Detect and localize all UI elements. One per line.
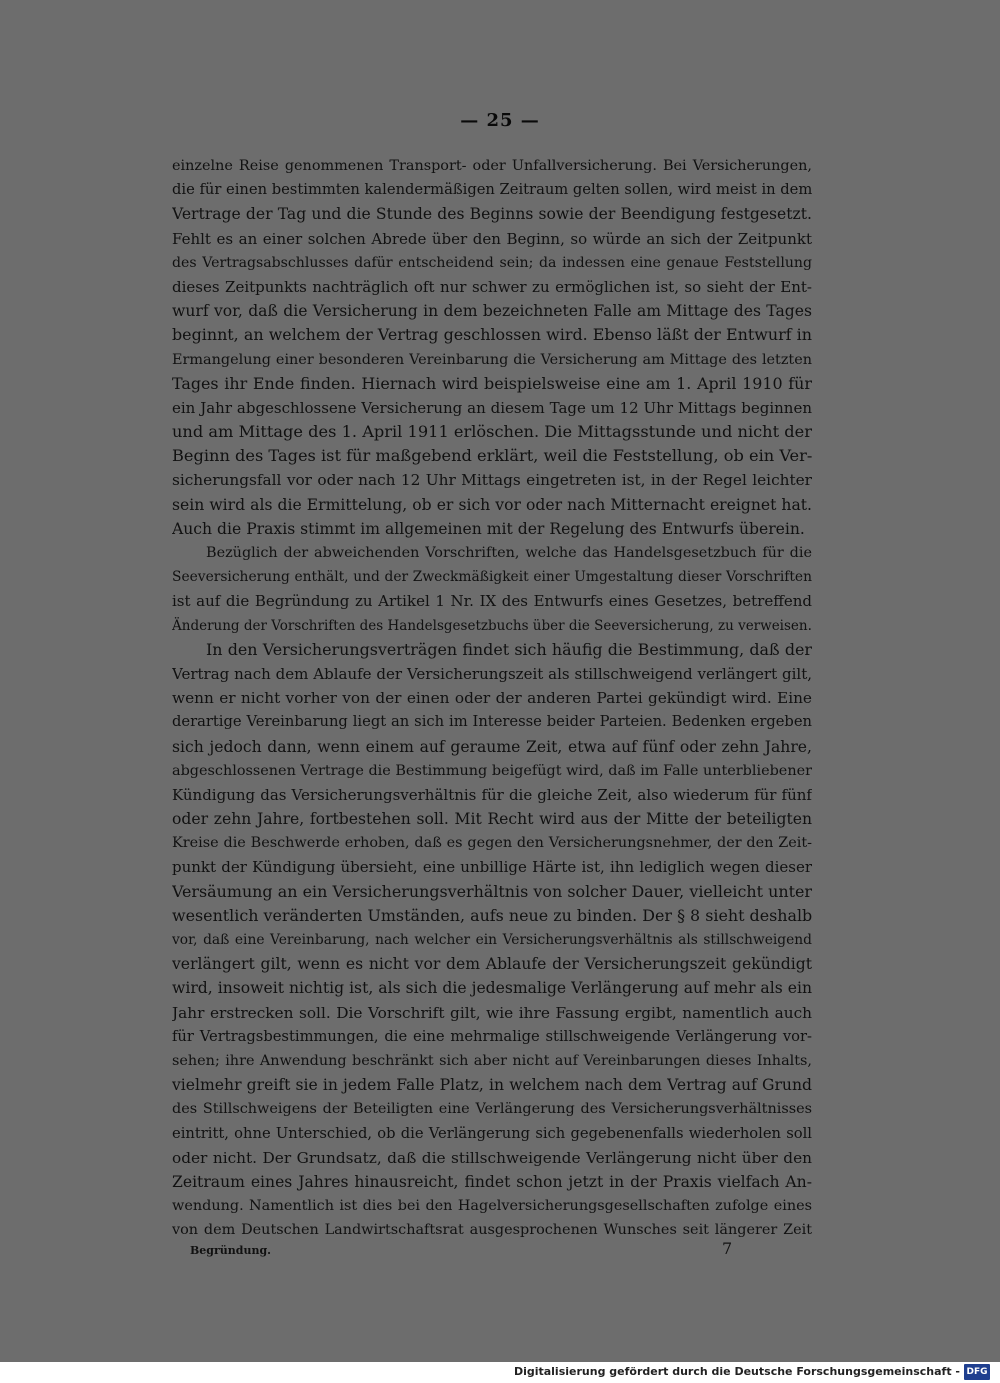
text-line: wesentlich veränderten Umständen, aufs neue zu binden. Der § 8 sieht deshalb [172, 905, 812, 925]
text-line: Seeversicherung enthält, und der Zweckmäßigkeit einer Umgestaltung dieser Vorschriften [172, 569, 812, 586]
text-line: Bezüglich der abweichenden Vorschriften, welche das Handelsgesetzbuch für die [206, 545, 812, 561]
text-line: oder nicht. Der Grundsatz, daß die stillschweigende Verlängerung nicht über den [172, 1148, 812, 1167]
text-line: Beginn des Tages ist für maßgebend erklärt, weil die Feststellung, ob ein Ver- [172, 446, 812, 466]
text-line: vor, daß eine Vereinbarung, nach welcher ein Versicherungsverhältnis als stillschweigend [172, 932, 812, 948]
footer-sheet-number: 7 [722, 1239, 733, 1258]
body-text [172, 154, 812, 1242]
text-line: Ermangelung einer besonderen Vereinbarung die Versicherung am Mittage des letzten [172, 351, 812, 368]
text-line: Zeitraum eines Jahres hinausreicht, findet schon jetzt in der Praxis vielfach An- [172, 1172, 812, 1191]
dfg-logo-icon: DFG [964, 1364, 990, 1380]
text-line: sehen; ihre Anwendung beschränkt sich aber nicht auf Vereinbarungen dieses Inhalts, [172, 1052, 812, 1069]
text-line: derartige Vereinbarung liegt an sich im Interesse beider Parteien. Bedenken ergeben [172, 713, 812, 731]
text-line: In den Versicherungsverträgen findet sich häufig die Bestimmung, daß der [206, 639, 812, 659]
text-line: vielmehr greift sie in jedem Falle Platz, in welchem nach dem Vertrag auf Grund [172, 1076, 812, 1095]
text-line: Vertrag nach dem Ablaufe der Versicherungszeit als stillschweigend verlängert gilt, [172, 664, 812, 683]
text-line: die für einen bestimmten kalendermäßigen Zeitraum gelten sollen, wird meist in dem [172, 181, 812, 199]
text-line: Jahr erstrecken soll. Die Vorschrift gilt, wie ihre Fassung ergibt, namentlich auch [172, 1003, 812, 1022]
text-line: einzelne Reise genommenen Transport- oder Unfallversicherung. Bei Versicherungen, [172, 158, 812, 174]
text-line: wird, insoweit nichtig ist, als sich die jedesmalige Verlängerung auf mehr als ein [172, 979, 812, 998]
text-line: sicherungsfall vor oder nach 12 Uhr Mittags eingetreten ist, in der Regel leichter [172, 471, 812, 490]
text-line: sich jedoch dann, wenn einem auf geraume Zeit, etwa auf fünf oder zehn Jahre, [172, 737, 812, 756]
text-line: wendung. Namentlich ist dies bei den Hagelversicherungsgesellschaften zufolge eines [172, 1198, 812, 1215]
text-line: Fehlt es an einer solchen Abrede über den Beginn, so würde an sich der Zeitpunkt [172, 229, 812, 248]
text-line: Änderung der Vorschriften des Handelsgesetzbuchs über die Seeversicherung, zu verweisen. [172, 617, 812, 634]
text-line: des Stillschweigens der Beteiligten eine Verlängerung des Versicherungsverhältnisses [172, 1101, 812, 1118]
credit-bar [0, 1362, 1000, 1383]
text-line: eintritt, ohne Unterschied, ob die Verlängerung sich gegebenenfalls wiederholen soll [172, 1124, 812, 1142]
page-number-header: — 25 — [460, 110, 540, 131]
text-line: wenn er nicht vorher von der einen oder der anderen Partei gekündigt wird. Eine [172, 689, 812, 708]
text-line: dieses Zeitpunkts nachträglich oft nur schwer zu ermöglichen ist, so sieht der Ent- [172, 277, 812, 296]
text-line: und am Mittage des 1. April 1911 erlöschen. Die Mittagsstunde und nicht der [172, 422, 812, 442]
text-line: Tages ihr Ende finden. Hiernach wird beispielsweise eine am 1. April 1910 für [172, 373, 812, 393]
text-line: abgeschlossenen Vertrage die Bestimmung beigefügt wird, daß im Falle unterbliebener [172, 762, 812, 779]
text-line: Auch die Praxis stimmt im allgemeinen mit der Regelung des Entwurfs überein. [172, 519, 805, 538]
text-line: von dem Deutschen Landwirtschaftsrat ausgesprochenen Wunsches seit längerer Zeit [172, 1222, 812, 1239]
text-line: beginnt, an welchem der Vertrag geschlossen wird. Ebenso läßt der Entwurf in [172, 325, 812, 345]
text-line: sein wird als die Ermittelung, ob er sich vor oder nach Mitternacht ereignet hat. [172, 495, 812, 514]
text-line: oder zehn Jahre, fortbestehen soll. Mit Recht wird aus der Mitte der beteiligten [172, 810, 812, 829]
text-line: wurf vor, daß die Versicherung in dem bezeichneten Falle am Mittage des Tages [172, 302, 812, 321]
text-line: ein Jahr abgeschlossene Versicherung an diesem Tage um 12 Uhr Mittags beginnen [172, 398, 812, 417]
text-line: Vertrage der Tag und die Stunde des Beginns sowie der Beendigung festgesetzt. [172, 205, 812, 224]
text-line: punkt der Kündigung übersieht, eine unbillige Härte ist, ihn lediglich wegen dieser [172, 858, 812, 877]
text-line: Kreise die Beschwerde erhoben, daß es gegen den Versicherungsnehmer, der den Zeit- [172, 835, 812, 852]
text-line: Kündigung das Versicherungsverhältnis für die gleiche Zeit, also wiederum für fünf [172, 785, 812, 804]
funding-credit: Digitalisierung gefördert durch die Deutsche Forschungsgemeinschaft - [513, 1365, 960, 1378]
text-line: für Vertragsbestimmungen, die eine mehrmalige stillschweigende Verlängerung vor- [172, 1027, 812, 1045]
footer-signature: Begründung. [190, 1244, 271, 1257]
text-line: des Vertragsabschlusses dafür entscheidend sein; da indessen eine genaue Feststellung [172, 254, 812, 271]
text-line: verlängert gilt, wenn es nicht vor dem Ablaufe der Versicherungszeit gekündigt [172, 955, 812, 974]
text-line: Versäumung an ein Versicherungsverhältnis von solcher Dauer, vielleicht unter [172, 881, 812, 901]
text-line: ist auf die Begründung zu Artikel 1 Nr. IX des Entwurfs eines Gesetzes, betreffend [172, 592, 812, 611]
